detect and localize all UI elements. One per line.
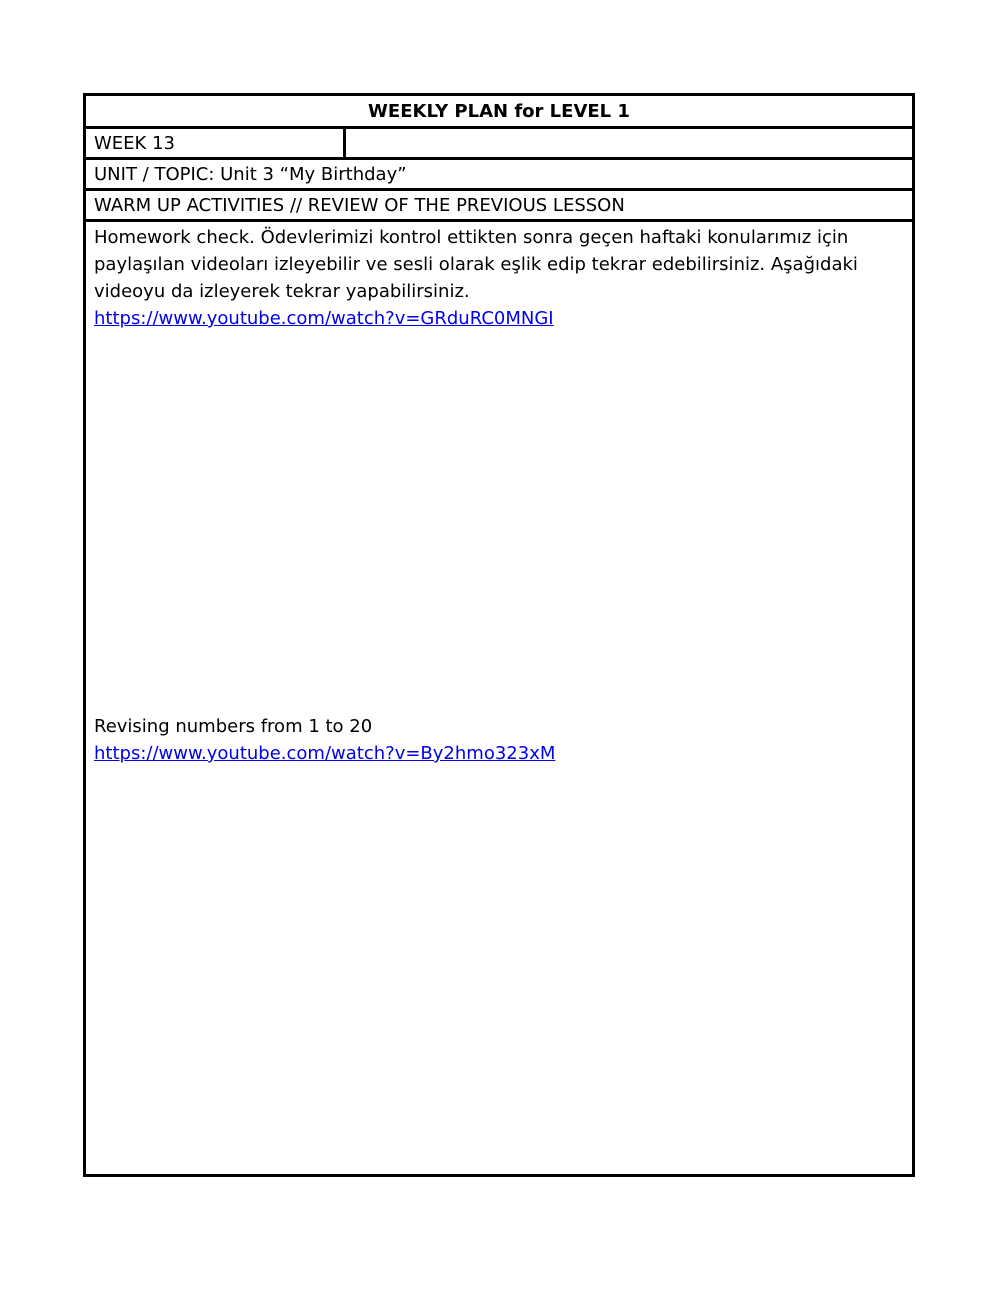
week-label: WEEK 13 — [86, 129, 346, 157]
plan-title: WEEKLY PLAN for LEVEL 1 — [86, 96, 912, 129]
blank-space — [94, 332, 872, 713]
youtube-link-1[interactable]: https://www.youtube.com/watch?v=GRduRC0MNGI — [94, 308, 554, 329]
activities-content — [86, 222, 912, 1174]
weekly-plan-table — [83, 93, 915, 1177]
youtube-link-2[interactable]: https://www.youtube.com/watch?v=By2hmo323xM — [94, 743, 556, 764]
unit-topic: UNIT / TOPIC: Unit 3 “My Birthday” — [86, 160, 912, 191]
revising-numbers-text: Revising numbers from 1 to 20 — [94, 716, 373, 737]
homework-paragraph: Homework check. Ödevlerimizi kontrol ettikten sonra geçen haftaki konularımız için paylaşılan videoları izleyebilir ve sesli olarak eşlik edip tekrar edebilirsiniz. Aşağıdaki videoyu da izleyerek tekrar yapabilirsiniz. — [94, 227, 858, 302]
week-value-cell — [346, 129, 912, 157]
week-row — [86, 129, 912, 160]
warmup-heading: WARM UP ACTIVITIES // REVIEW OF THE PREVIOUS LESSON — [86, 191, 912, 222]
